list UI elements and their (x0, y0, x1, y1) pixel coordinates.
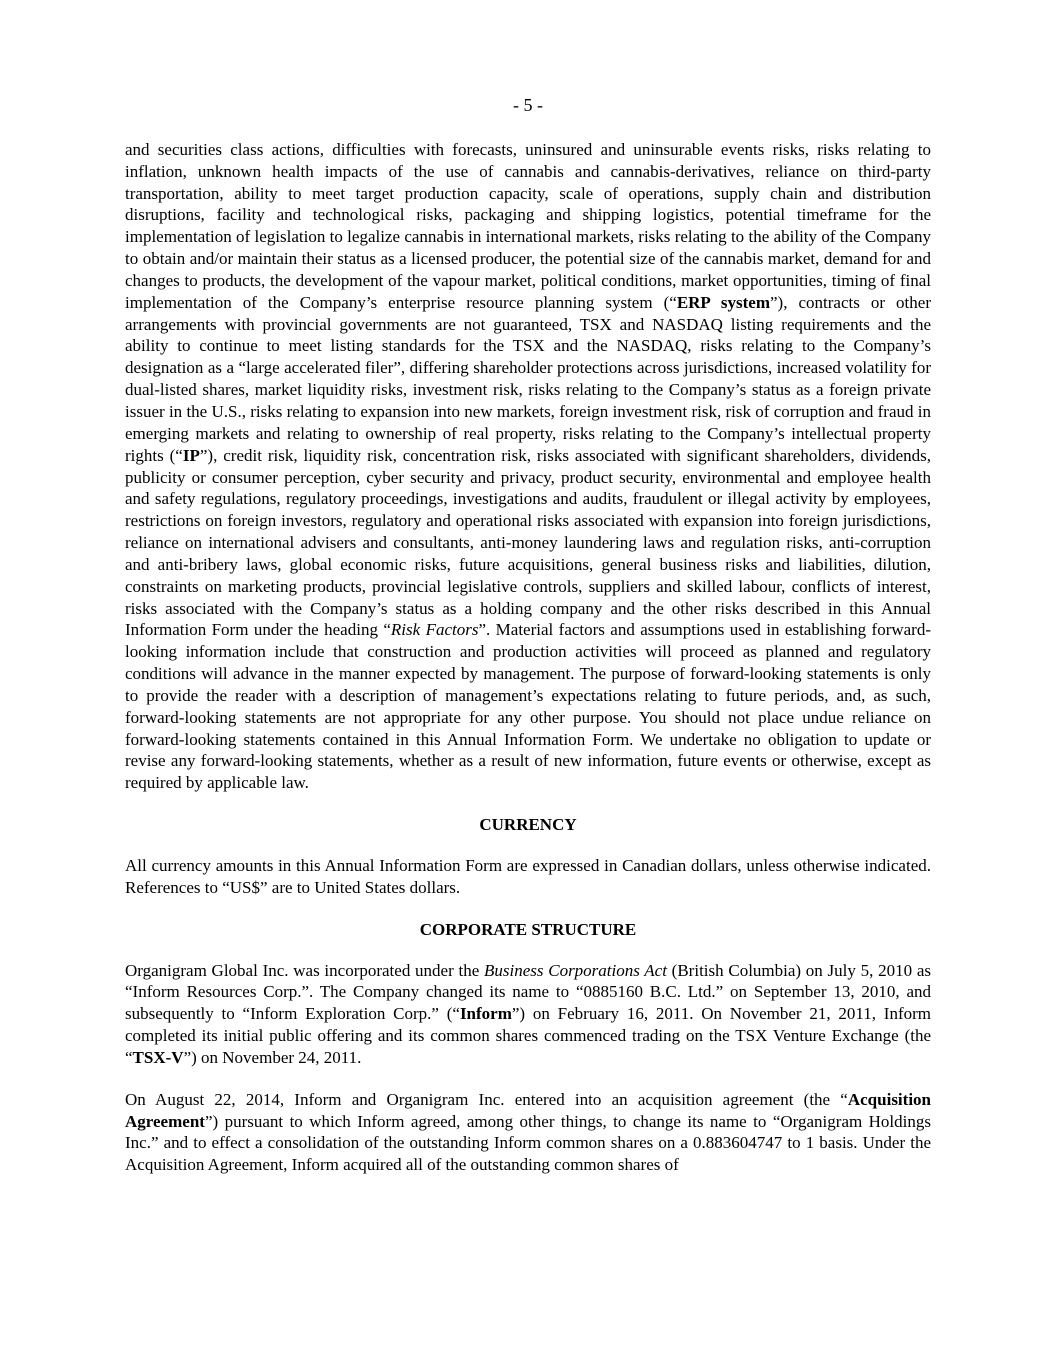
text-run: ”) on November 24, 2011. (183, 1047, 362, 1067)
text-run: On August 22, 2014, Inform and Organigram Inc. entered into an acquisition agreement (the “ (125, 1089, 848, 1109)
defined-term: Inform (459, 1004, 512, 1024)
text-run: (British Columbia) on July 5, 2010 as “Inform Resources Corp.”. The Company changed its name to “0885160 B.C. Ltd.” on September 13, 2010, and subsequently to “Inform Exploration Corp.” (“ (125, 960, 931, 1024)
text-run: Organigram Global Inc. was incorporated under the (125, 960, 484, 980)
section-reference: Risk Factors (390, 620, 479, 640)
defined-term: IP (182, 445, 200, 465)
document-page (125, 95, 931, 1176)
currency-paragraph: All currency amounts in this Annual Information Form are expressed in Canadian dollars, unless otherwise indicated. References to “US$” are to United States dollars. (125, 856, 931, 897)
text-run: ”) pursuant to which Inform agreed, among other things, to change its name to “Organigram Holdings Inc.” and to effect a consolidation of the outstanding Inform common shares on a 0.883604747 to 1 basis. Under the Acquisition Agreement, Inform acquired all of the outstanding common shares of (125, 1111, 931, 1175)
defined-term: ERP system (676, 292, 770, 312)
text-run: ”. Material factors and assumptions used in establishing forward-looking information include that construction and production activities will proceed as planned and regulatory conditions will advance in the manner expected by management. The purpose of forward-looking statements is only to provide the reader with a description of management’s expectations relating to future periods, and, as such, forward-looking statements are not appropriate for any other purpose. You should not place undue reliance on forward-looking statements contained in this Annual Information Form. We undertake no obligation to update or revise any forward-looking statements, whether as a result of new information, future events or otherwise, except as required by applicable law. (125, 620, 932, 793)
text-run: ”), contracts or other arrangements with provincial governments are not guaranteed, TSX and NASDAQ listing requirements and the ability to continue to meet listing standards for the TSX and the NASDAQ, risks relating to the Company’s designation as a “large accelerated filer”, differing shareholder protections across jurisdictions, increased volatility for dual-listed shares, market liquidity risks, investment risk, risks relating to the Company’s status as a foreign private issuer in the U.S., risks relating to expansion into new markets, foreign investment risk, risk of corruption and fraud in emerging markets and relating to ownership of real property, risks relating to the Company’s intellectual property rights (“ (125, 292, 931, 465)
currency-heading: CURRENCY (479, 815, 577, 835)
corporate-structure-paragraph-2 (125, 1089, 931, 1176)
text-run: ”), credit risk, liquidity risk, concentration risk, risks associated with significant shareholders, dividends, publicity or consumer perception, cyber security and privacy, product security, environmental and employee health and safety regulations, regulatory proceedings, investigations and audits, fraudulent or illegal activity by employees, restrictions on foreign investors, regulatory and operational risks associated with expansion into foreign jurisdictions, reliance on international advisers and consultants, anti-money laundering laws and regulation risks, anti-corruption and anti-bribery laws, global economic risks, future acquisitions, general business risks and liabilities, dilution, constraints on marketing products, provincial legislative controls, suppliers and skilled labour, conflicts of interest, risks associated with the Company’s status as a holding company and the other risks described in this Annual Information Form under the heading “ (125, 445, 931, 640)
corporate-structure-heading: CORPORATE STRUCTURE (419, 919, 637, 939)
defined-term: Acquisition Agreement (125, 1089, 931, 1131)
statute-name: Business Corporations Act (484, 960, 667, 980)
text-run: ”) on February 16, 2011. On November 21, 2011, Inform completed its initial public offering and its common shares commenced trading on the TSX Venture Exchange (the “ (125, 1004, 931, 1067)
corporate-structure-paragraph-1 (125, 960, 931, 1069)
text-run: and securities class actions, difficulties with forecasts, uninsured and uninsurable events risks, risks relating to inflation, unknown health impacts of the use of cannabis and cannabis-derivatives, reliance on third-party transportation, ability to meet target production capacity, scale of operations, supply chain and distribution disruptions, facility and technological risks, packaging and shipping logistics, potential timeframe for the implementation of legislation to legalize cannabis in international markets, risks relating to the ability of the Company to obtain and/or maintain their status as a licensed producer, the potential size of the cannabis market, demand for and changes to products, the development of the vapour market, political conditions, market opportunities, timing of final implementation of the Company’s enterprise resource planning system (“ (125, 139, 931, 312)
defined-term: TSX-V (132, 1047, 184, 1067)
page-number: - 5 - (513, 95, 543, 115)
forward-looking-paragraph (125, 139, 931, 794)
